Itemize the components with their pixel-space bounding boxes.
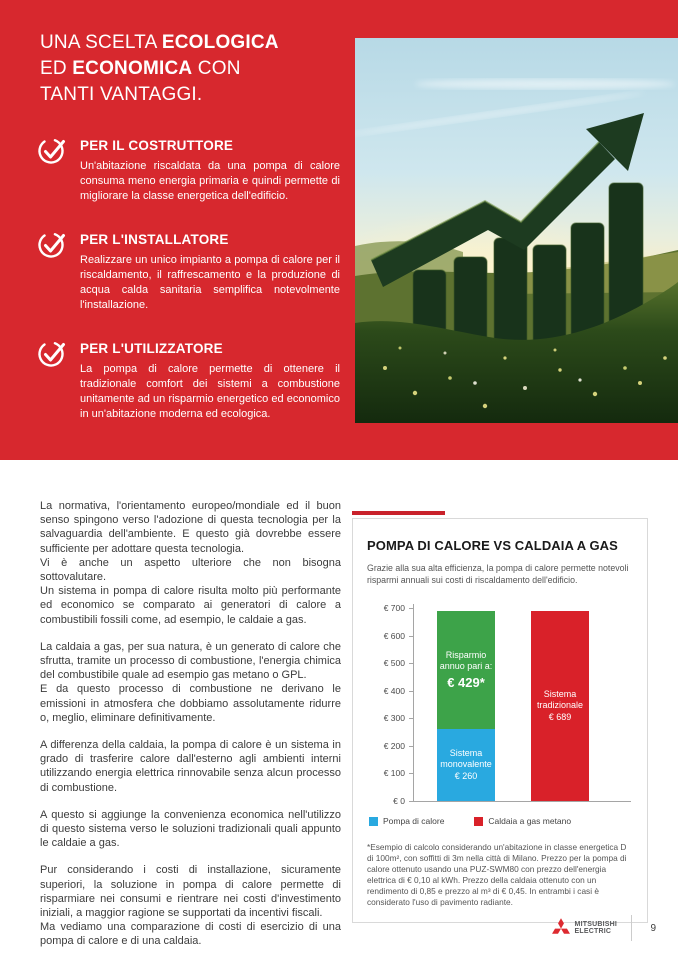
hero-feature-title: PER L'INSTALLATORE bbox=[80, 232, 229, 247]
bar-segment-label: tradizionale bbox=[536, 700, 584, 711]
chart-card bbox=[352, 511, 648, 923]
paragraph: E da questo processo di combustione ne derivano le emissioni in atmosfera che dobbiamo assolutamente ridurre o, meglio, eliminare definitivamente. bbox=[40, 683, 341, 724]
page-title-line: ED ECONOMICA CON bbox=[40, 58, 241, 79]
hero-feature-body bbox=[80, 230, 340, 313]
hero-feature-item bbox=[36, 230, 340, 313]
chart-title: POMPA DI CALORE VS CALDAIA A GAS bbox=[367, 538, 618, 553]
bar-segment bbox=[437, 611, 495, 729]
hero-feature-item bbox=[36, 136, 340, 204]
hero-feature-title: PER IL COSTRUTTORE bbox=[80, 138, 234, 153]
check-circle-icon bbox=[36, 339, 66, 369]
hero-feature-item bbox=[36, 339, 340, 422]
paragraph: Ma vediamo una comparazione di costi di esercizio di una pompa di calore e di una caldaia. bbox=[40, 921, 341, 948]
page-number: 9 bbox=[650, 922, 656, 934]
y-axis-tick-label: € 400 bbox=[383, 685, 405, 696]
y-axis-tick-label: € 0 bbox=[393, 796, 405, 806]
growth-topiary-photo bbox=[355, 38, 678, 423]
body-text bbox=[40, 499, 341, 959]
bar-segment-value: € 429* bbox=[447, 674, 485, 690]
bar-segment-label: Sistema bbox=[449, 747, 483, 758]
y-axis-tick-label: € 700 bbox=[383, 603, 405, 613]
paragraph-group bbox=[40, 808, 341, 851]
bar-segment bbox=[437, 729, 495, 801]
paragraph: La normativa, l'orientamento europeo/mondiale ed il buon senso spingono verso l'adozione di questa tecnologia per la salvaguardia dell'ambiente. E questo già dovrebbe essere sufficiente per adottare questa tecnologia. bbox=[40, 500, 341, 555]
legend-label: Pompa di calore bbox=[383, 816, 445, 826]
chart-footnote: *Esempio di calcolo considerando un'abitazione in classe energetica D di 100m², con soffitti di 3m nella città di Milano. Prezzo per la pompa di calore ottenuto usando una PUZ-SWM80 con prezzo dell'energia elettrica di € 0,10 al kWh. Prezzo della caldaia ottenuto con un rendimento di 0,85 e prezzo al m³ di € 0,45. In entrambi i casi è considerato l'uso di pavimento radiante. bbox=[367, 842, 627, 907]
bar-segment-label: monovalente bbox=[440, 759, 492, 770]
page-title bbox=[40, 30, 279, 108]
y-axis-line bbox=[413, 604, 414, 802]
page-title-line: UNA SCELTA ECOLOGICA bbox=[40, 32, 279, 53]
hero-feature-list bbox=[36, 136, 340, 448]
paragraph: Un sistema in pompa di calore risulta molto più performante ed economico se comparato ai generatori di calore a combustibili fossili come, ad esempio, le caldaie a gas. bbox=[40, 585, 341, 626]
y-axis-tick-mark bbox=[409, 608, 413, 609]
y-axis-tick-label: € 600 bbox=[383, 630, 405, 641]
legend-item bbox=[369, 816, 444, 826]
paragraph-group bbox=[40, 640, 341, 725]
y-axis-tick-label: € 300 bbox=[383, 713, 405, 724]
brand-line-1: MITSUBISHI bbox=[574, 921, 617, 928]
brand-line-2: ELECTRIC bbox=[574, 928, 612, 935]
legend-swatch bbox=[369, 817, 378, 826]
x-axis-line bbox=[413, 801, 631, 802]
paragraph: Vi è anche un aspetto ulteriore che non bisogna sottovalutare. bbox=[40, 556, 341, 584]
y-axis-tick-label: € 200 bbox=[383, 740, 405, 751]
brand-name bbox=[575, 921, 617, 935]
y-axis-tick-mark bbox=[409, 773, 413, 774]
hero-feature-text: La pompa di calore permette di ottenere il tradizionale comfort dei sistemi a combustione unitamente ad un risparmio energetico ed economico in un'abitazione moderna ed ecologica. bbox=[80, 363, 340, 420]
page-title-line: TANTI VANTAGGI. bbox=[40, 84, 203, 105]
check-circle-icon-wrap bbox=[36, 230, 66, 260]
red-accent-bar bbox=[352, 511, 445, 515]
cloud bbox=[415, 79, 675, 89]
footer-divider bbox=[631, 915, 632, 941]
paragraph: A differenza della caldaia, la pompa di calore è un sistema in grado di trasferire calore dall'esterno agli ambienti interni utilizzando energia elettrica rinnovabile senza alcun processo di combustione. bbox=[40, 739, 341, 794]
bar-2 bbox=[531, 611, 589, 801]
hero-feature-title: PER L'UTILIZZATORE bbox=[80, 341, 223, 356]
paragraph-group bbox=[40, 738, 341, 795]
hero-feature-text: Realizzare un unico impianto a pompa di calore per il riscaldamento, il raffrescamento e la produzione di acqua calda sanitaria semplifica notevolmente l'installazione. bbox=[80, 254, 340, 311]
bar-segment-label: € 689 bbox=[548, 711, 572, 722]
legend-label: Caldaia a gas metano bbox=[488, 816, 572, 826]
check-circle-icon-wrap bbox=[36, 136, 66, 166]
y-axis-tick-mark bbox=[409, 718, 413, 719]
paragraph-group bbox=[40, 863, 341, 948]
bar-segment-label: € 260 bbox=[454, 770, 478, 781]
hedge-bar-chart-illustration bbox=[355, 38, 678, 423]
hero-feature-text: Un'abitazione riscaldata da una pompa di calore consuma meno energia primaria e quindi permette di migliorare la classe energetica dell'edificio. bbox=[80, 160, 340, 202]
check-circle-icon-wrap bbox=[36, 339, 66, 369]
chart-box bbox=[352, 518, 648, 923]
bar-1 bbox=[437, 611, 495, 801]
legend-swatch bbox=[474, 817, 483, 826]
paragraph: Pur considerando i costi di installazione, sicuramente superiori, la soluzione in pompa di calore permette di risparmiare nei consumi e rientrare nei costi d'investimento iniziali, a maggior ragione se supportati da incentivi fiscali. bbox=[40, 864, 341, 920]
bar-segment-label: Risparmio bbox=[445, 649, 487, 660]
bar-segment-label: annuo pari a: bbox=[439, 661, 493, 672]
check-circle-icon bbox=[36, 230, 66, 260]
hero-section bbox=[0, 0, 678, 460]
mitsubishi-diamonds-icon bbox=[551, 918, 571, 938]
hero-feature-body bbox=[80, 136, 340, 204]
legend-item bbox=[474, 816, 571, 826]
y-axis-tick-mark bbox=[409, 746, 413, 747]
paragraph-group bbox=[40, 499, 341, 627]
y-axis-tick-mark bbox=[409, 663, 413, 664]
y-axis-tick-label: € 100 bbox=[383, 768, 405, 779]
hero-feature-body bbox=[80, 339, 340, 422]
chart-subtitle: Grazie alla sua alta efficienza, la pompa di calore permette notevoli risparmi annuali sui costi di riscaldamento dell'edificio. bbox=[367, 563, 629, 585]
check-circle-icon bbox=[36, 136, 66, 166]
y-axis-tick-mark bbox=[409, 691, 413, 692]
page-footer bbox=[551, 915, 656, 941]
y-axis-tick-mark bbox=[409, 636, 413, 637]
mitsubishi-electric-logo bbox=[551, 918, 617, 938]
bar-chart bbox=[367, 600, 633, 806]
chart-legend bbox=[367, 816, 633, 826]
bar-segment-label: Sistema bbox=[543, 688, 577, 699]
y-axis-tick-label: € 500 bbox=[383, 658, 405, 669]
paragraph: A questo si aggiunge la convenienza economica nell'utilizzo di questo sistema verso le soluzioni tradizionali quali appunto le caldaie a gas. bbox=[40, 808, 341, 850]
paragraph: La caldaia a gas, per sua natura, è un generato di calore che sfrutta, tramite un processo di combustione, l'energia chimica del combustibile quale ad esempio gas metano o GPL. bbox=[40, 640, 341, 682]
y-axis-tick-mark bbox=[409, 801, 413, 802]
bar-segment bbox=[531, 611, 589, 801]
